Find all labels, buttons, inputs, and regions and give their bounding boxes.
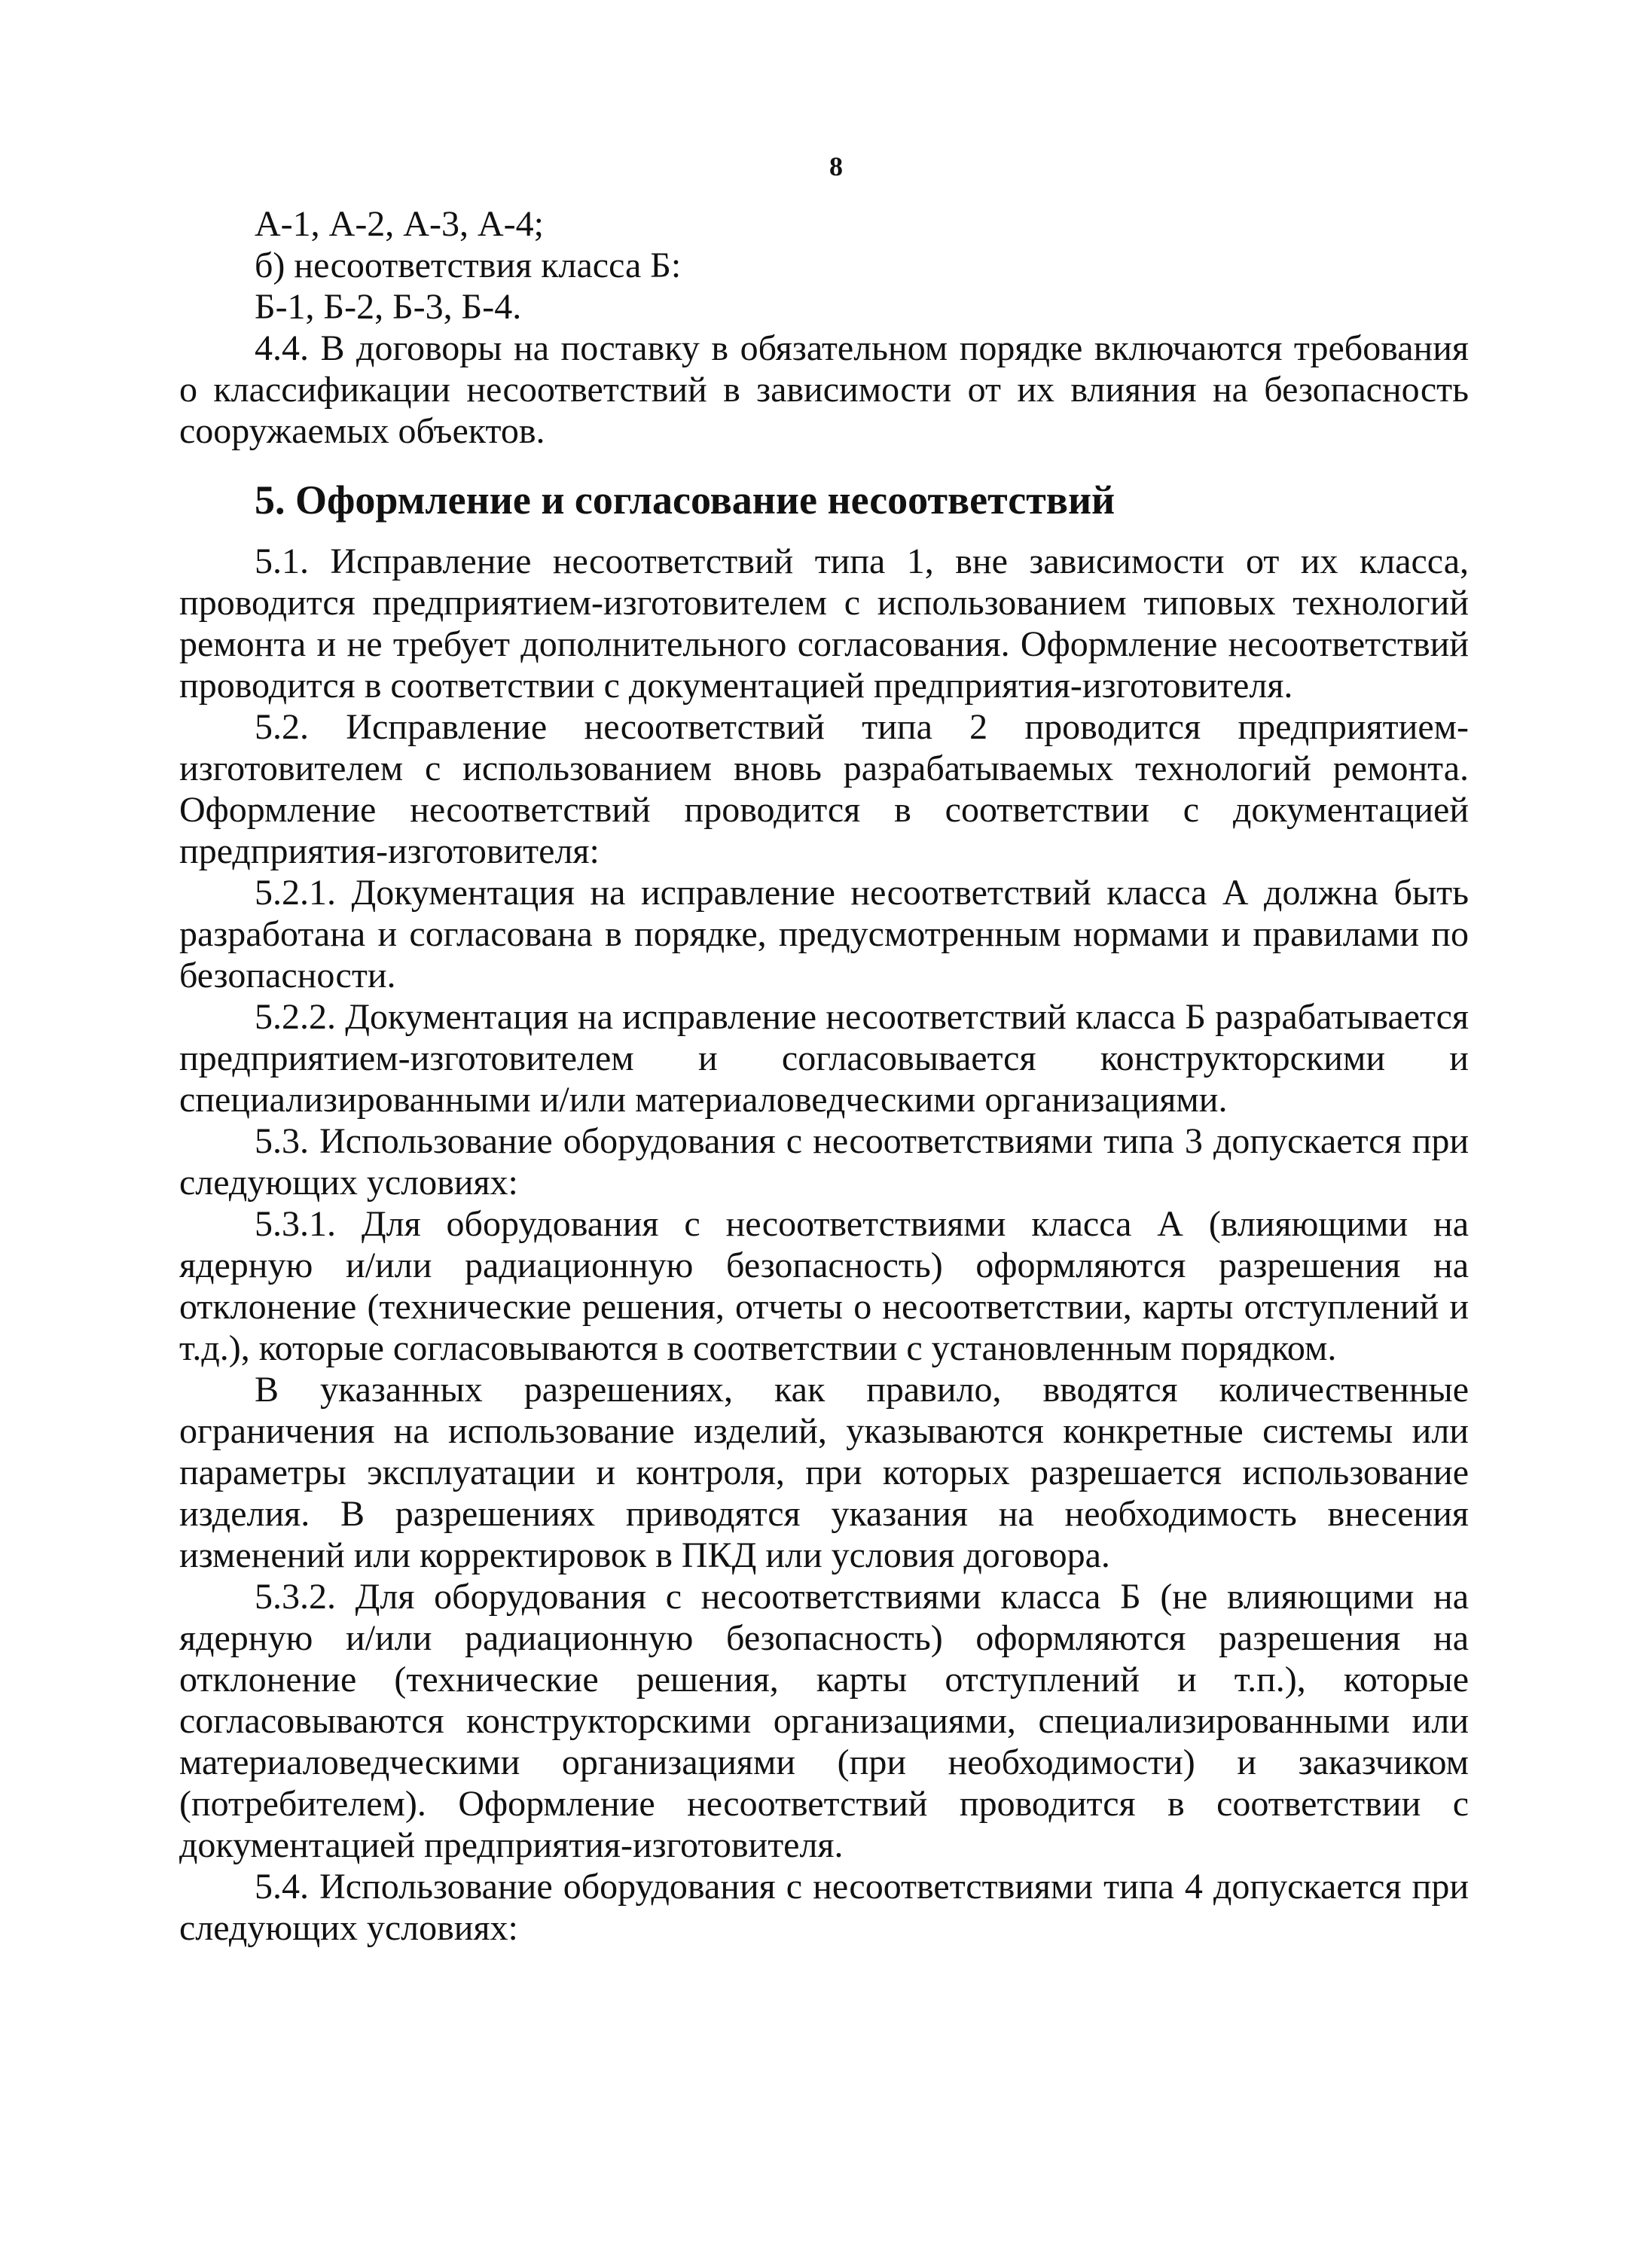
document-body [179,203,1469,1949]
section-5-heading: 5. Оформление и согласование несоответствий [255,477,1115,523]
paragraph-5-3-2: 5.3.2. Для оборудования с несоответствиями класса Б (не влияющими на ядерную и/или радиационную безопасность) оформляются разрешения на отклонение (технические решения, карты отступлений и т.п.), которые согласовываются конструкторскими организациями, специализированными или материаловедческими организациями (при необходимости) и заказчиком (потребителем). Оформление несоответствий проводится в соответствии с документацией предприятия-изготовителя. [179,1577,1469,1865]
paragraph-5-4: 5.4. Использование оборудования с несоответствиями типа 4 допускается при следующих условиях: [179,1867,1469,1948]
paragraph-5-1: 5.1. Исправление несоответствий типа 1, вне зависимости от их класса, проводится предприятием-изготовителем с использованием типовых технологий ремонта и не требует дополнительного согласования. Оформление несоответствий проводится в соответствии с документацией предприятия-изготовителя. [179,541,1469,706]
class-b-item: б) несоответствия класса Б: [255,245,682,285]
class-b-list: Б-1, Б-2, Б-3, Б-4. [255,287,522,327]
paragraph-5-3: 5.3. Использование оборудования с несоответствиями типа 3 допускается при следующих условиях: [179,1121,1469,1203]
paragraph-5-2-2: 5.2.2. Документация на исправление несоответствий класса Б разрабатывается предприятием-изготовителем и согласовывается конструкторскими и специализированными и/или материаловедческими организациями. [179,997,1469,1120]
page-number: 8 [829,151,843,181]
paragraph-4-4: 4.4. В договоры на поставку в обязательном порядке включаются требования о классификации несоответствий в зависимости от их влияния на безопасность сооружаемых объектов. [179,328,1469,451]
class-a-list: А-1, А-2, А-3, А-4; [255,204,544,244]
paragraph-5-2-1: 5.2.1. Документация на исправление несоответствий класса А должна быть разработана и согласована в порядке, предусмотренным нормами и правилами по безопасности. [179,873,1469,995]
paragraph-permits: В указанных разрешениях, как правило, вводятся количественные ограничения на использование изделий, указываются конкретные системы или параметры эксплуатации и контроля, при которых разрешается использование изделия. В разрешениях приводятся указания на необходимость внесения изменений или корректировок в ПКД или условия договора. [179,1370,1469,1575]
paragraph-5-2: 5.2. Исправление несоответствий типа 2 проводится предприятием-изготовителем с использованием вновь разрабатываемых технологий ремонта. Оформление несоответствий проводится в соответствии с документацией предприятия-изготовителя: [179,707,1469,871]
paragraph-5-3-1: 5.3.1. Для оборудования с несоответствиями класса А (влияющими на ядерную и/или радиационную безопасность) оформляются разрешения на отклонение (технические решения, отчеты о несоответствии, карты отступлений и т.д.), которые согласовываются в соответствии с установленным порядком. [179,1204,1469,1368]
